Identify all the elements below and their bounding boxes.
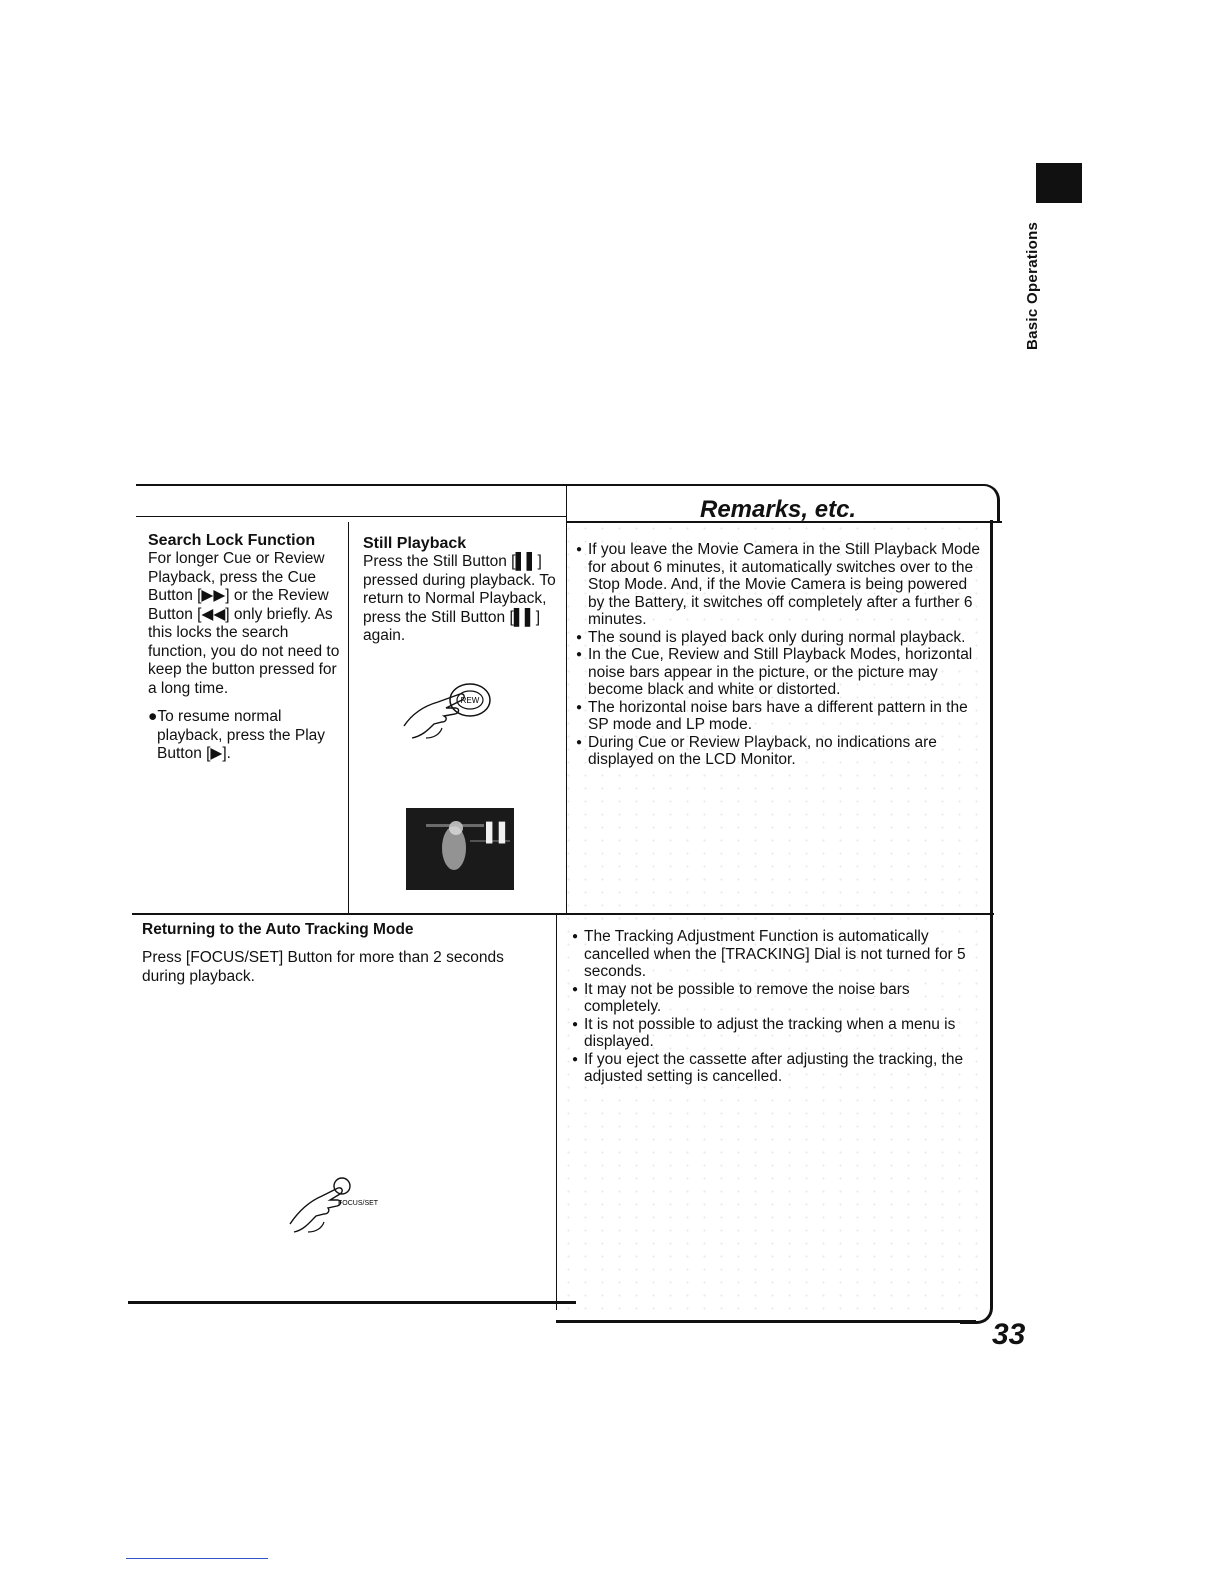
remark-item: ● It is not possible to adjust the tracking when a menu is displayed. — [572, 1016, 976, 1051]
left-top-underline — [136, 516, 566, 517]
search-lock-section — [148, 531, 344, 764]
auto-tracking-title: Returning to the Auto Tracking Mode — [142, 921, 414, 938]
hand-pressing-rew-button-illustration — [398, 678, 494, 748]
center-divider-lower — [556, 914, 557, 1310]
rew-button-label: REW — [460, 696, 480, 705]
remark-item: ● The Tracking Adjustment Function is automatically cancelled when the [TRACKING] Dial is not turned for 5 seconds. — [572, 928, 976, 981]
top-rule — [136, 484, 984, 486]
still-playback-section — [363, 534, 563, 646]
right-border — [990, 520, 993, 1300]
bottom-rule — [128, 1301, 576, 1304]
remark-item: ● During Cue or Review Playback, no indications are displayed on the LCD Monitor. — [576, 734, 980, 769]
middle-rule — [132, 913, 994, 915]
remark-item: ● In the Cue, Review and Still Playback Modes, horizontal noise bars appear in the picture, or the picture may become black and white or distorted. — [576, 646, 980, 699]
column-divider — [348, 522, 349, 914]
section-side-label: Basic Operations — [1024, 221, 1041, 350]
footer-line — [126, 1558, 268, 1559]
page-number: 33 — [992, 1318, 1026, 1351]
screen-figure — [406, 808, 514, 890]
remarks-heading: Remarks, etc. — [700, 496, 857, 523]
remark-item: ● The horizontal noise bars have a different pattern in the SP mode and LP mode. — [576, 699, 980, 734]
remark-item: ● If you leave the Movie Camera in the Still Playback Mode for about 6 minutes, it automatically switches over to the Stop Mode. And, if the Movie Camera is being powered by the Battery, it switches off completely after a further 6 minutes. — [576, 541, 980, 629]
focus-set-button-label: FOCUS/SET — [338, 1200, 379, 1207]
still-playback-title: Still Playback — [363, 535, 467, 552]
hand-pressing-focus-set-button-illustration — [284, 1172, 384, 1242]
heading-corner — [972, 484, 1000, 522]
auto-tracking-section — [142, 920, 538, 986]
remarks-bottom — [572, 928, 976, 1086]
remark-item: ● The sound is played back only during normal playback. — [576, 629, 980, 647]
search-lock-note: ●To resume normal playback, press the Play Button [▶]. — [148, 708, 326, 762]
auto-tracking-body: Press [FOCUS/SET] Button for more than 2 seconds during playback. — [142, 949, 504, 985]
remark-item: ● If you eject the cassette after adjusting the tracking, the adjusted setting is cancelled. — [572, 1051, 976, 1086]
remark-item: ● It may not be possible to remove the noise bars completely. — [572, 981, 976, 1016]
search-lock-body: For longer Cue or Review Playback, press the Cue Button [▶▶] or the Review Button [◀◀] only briefly. As this locks the search function, you do not need to keep the button pressed for a long time. — [148, 550, 340, 697]
search-lock-title: Search Lock Function — [148, 532, 316, 549]
bottom-corner — [960, 1290, 993, 1324]
center-divider — [566, 486, 567, 914]
still-playback-body: Press the Still Button [▌▌] pressed during playback. To return to Normal Playback, press the Still Button [▌▌] again. — [363, 553, 556, 644]
still-playback-screen-image — [406, 808, 514, 890]
remarks-top — [576, 541, 980, 769]
bottom-rule-right — [556, 1320, 976, 1323]
still-indicator-text: ▌▌ — [486, 822, 512, 842]
